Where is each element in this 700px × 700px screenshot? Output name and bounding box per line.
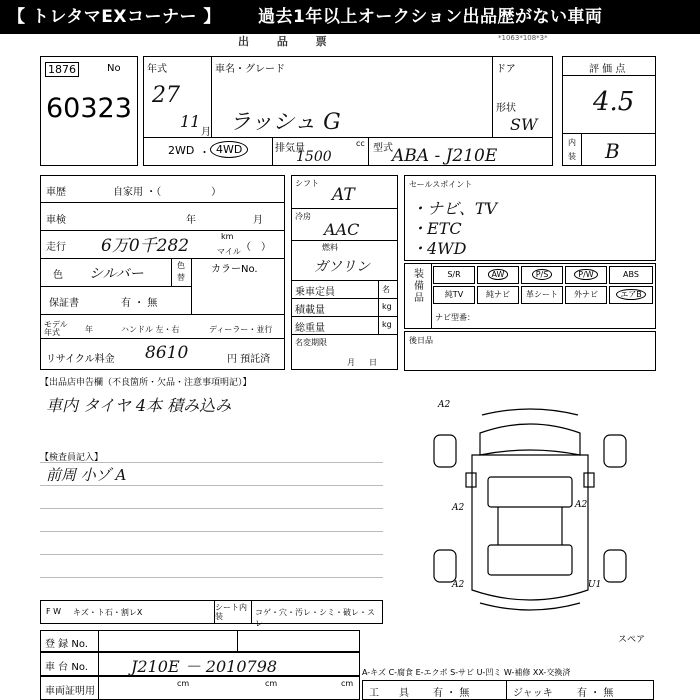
capacity-unit: 名 bbox=[382, 285, 390, 294]
jack-label: ジャッキ bbox=[513, 688, 553, 699]
km-label: km bbox=[221, 232, 234, 241]
sales-box bbox=[404, 175, 656, 261]
mirrors bbox=[466, 473, 594, 487]
shift-value: AT bbox=[332, 185, 355, 205]
mileage-value: 6万0千282 bbox=[101, 236, 190, 256]
damage-mark-right: A2 bbox=[575, 500, 588, 510]
interior-grade: B bbox=[605, 139, 620, 163]
grade-box bbox=[562, 56, 656, 166]
month-value: 11 bbox=[180, 112, 201, 131]
chassis-value: J210E － 2010798 bbox=[131, 657, 278, 676]
sales-point-1: ・ナビ、TV bbox=[411, 199, 498, 218]
car-name-label: 車名・グレード bbox=[215, 64, 285, 75]
equip-aw-text: AW bbox=[488, 269, 509, 280]
expiry-label: 名変期限 bbox=[295, 338, 327, 347]
damage-marks bbox=[437, 400, 601, 590]
banner bbox=[0, 0, 700, 34]
equip-ext-navi: 外ナビ bbox=[565, 286, 607, 304]
year-value: 27 bbox=[152, 83, 180, 108]
chassis-row bbox=[40, 652, 360, 676]
later-label: 後日品 bbox=[409, 336, 433, 345]
chassis-label: 車 台 No. bbox=[45, 662, 88, 673]
color-label: 色 bbox=[53, 270, 63, 281]
spare-label: スペア bbox=[618, 635, 646, 645]
form-title: 出 品 票 bbox=[238, 35, 339, 48]
model-year-label: モデル年式 bbox=[44, 320, 68, 337]
usage-label: 車歴 bbox=[46, 187, 66, 198]
month-suffix: 月 bbox=[201, 127, 211, 138]
later-box bbox=[404, 331, 656, 371]
fw-codes: キズ・ト石・割レX bbox=[73, 608, 143, 617]
banner-right-text: 過去1年以上オークション出品歴がない車両 bbox=[258, 7, 603, 27]
inspector-text: 前周 小ゾ A bbox=[46, 466, 127, 484]
fuel-label: 燃料 bbox=[322, 243, 338, 252]
damage-mark-left: A2 bbox=[452, 503, 465, 513]
damage-legend: A-キズ C-腐食 E-エクボ S-サビ U-凹ミ W-補修 XX-交換済 bbox=[362, 668, 571, 677]
sales-label: セールスポイント bbox=[409, 180, 473, 189]
car-name-value: ラッシュ G bbox=[229, 110, 341, 135]
color-change-label-1: 色 bbox=[177, 261, 185, 270]
sales-point-2: ・ETC bbox=[411, 219, 462, 238]
displacement-label: 排気量 bbox=[275, 143, 305, 154]
equip-ps-text: P/S bbox=[532, 269, 553, 280]
gross-unit: kg bbox=[382, 320, 392, 329]
load-label: 積載量 bbox=[295, 305, 325, 316]
lot-no-label: No bbox=[107, 63, 121, 74]
load-unit: kg bbox=[382, 302, 392, 311]
inspection-year-unit: 年 bbox=[186, 215, 196, 226]
warranty-value: 有 ・ 無 bbox=[121, 298, 158, 309]
specs-box bbox=[291, 175, 398, 370]
inspection-month-unit: 月 bbox=[253, 215, 263, 226]
door-label: ドア bbox=[496, 64, 516, 75]
equip-navi: 純ナビ bbox=[477, 286, 519, 304]
displacement-value: 1500 bbox=[296, 149, 332, 165]
registration-row bbox=[40, 630, 360, 652]
tools-label: 工 具 bbox=[369, 688, 409, 699]
dim-unit-2: cm bbox=[265, 679, 278, 688]
equip-ps bbox=[521, 266, 563, 284]
dimensions-row bbox=[40, 676, 360, 700]
fw-label: F W bbox=[46, 607, 62, 616]
year-label: 年式 bbox=[147, 64, 167, 75]
history-box: 車歴 自家用 ・（ ） 車検 年 月 走行 6万0千282 km マイル （ ） 色 シルバー 色 替 カラーNo. 保証書 有 ・ 無 モデル年式 年 ハンドル 左・右 ディーラー・並行 リサイクル料金 8610 円 預託済 bbox=[40, 175, 285, 370]
jack-value: 有 ・ 無 bbox=[577, 688, 614, 699]
ac-value: AAC bbox=[324, 220, 360, 239]
inspector-label: 【検査員記入】 bbox=[40, 453, 104, 463]
usage-value: 自家用 ・（ ） bbox=[113, 187, 222, 198]
equip-pw-text: P/W bbox=[574, 269, 597, 280]
declaration-text: 車内 タイヤ 4本 積み込み bbox=[46, 396, 232, 415]
vehicle-box: 年式 27 11 月 車名・グレード ラッシュ G ドア 形状 SW 2WD ・ 4WD 排気量 cc 1500 型式 ABA - J210E bbox=[143, 56, 553, 166]
seat-label: シート内装 bbox=[215, 603, 247, 621]
ac-label: 冷房 bbox=[295, 212, 311, 221]
model-year-unit: 年 bbox=[85, 325, 93, 334]
tools-value: 有 ・ 無 bbox=[433, 688, 470, 699]
drive-4wd-option: 4WD bbox=[210, 141, 248, 158]
registration-label: 登 録 No. bbox=[45, 639, 88, 650]
shift-label: シフト bbox=[295, 179, 319, 188]
dims-label: 車両証明用 bbox=[45, 686, 95, 697]
color-value: シルバー bbox=[89, 266, 144, 282]
damage-mark-rear: A2 bbox=[452, 580, 465, 590]
gross-label: 総重量 bbox=[295, 323, 325, 334]
interior-label-2: 装 bbox=[568, 152, 576, 161]
equip-leather: 革シート bbox=[521, 286, 563, 304]
equip-airbag bbox=[609, 286, 653, 304]
model-code-value: ABA - J210E bbox=[392, 146, 498, 166]
model-code-label: 型式 bbox=[373, 143, 393, 154]
grade-label: 評 価 点 bbox=[589, 64, 626, 75]
lot-number: 60323 bbox=[46, 93, 132, 124]
barcode-text: *1063*108*3* bbox=[498, 34, 548, 42]
expiry-unit: 月日 bbox=[347, 358, 391, 367]
damage-mark-front: A2 bbox=[438, 400, 451, 410]
dim-unit-3: cm bbox=[341, 679, 354, 688]
tools-row bbox=[362, 680, 654, 700]
equipment-box bbox=[404, 263, 656, 329]
declaration-label: 【出品店申告欄（不良箇所・欠品・注意事項明記）】 bbox=[40, 378, 252, 388]
sales-point-3: ・4WD bbox=[411, 239, 467, 258]
seat-codes: コゲ・穴・汚レ・シミ・破レ・スレ bbox=[255, 608, 375, 628]
mileage-label: 走行 bbox=[46, 242, 66, 253]
lot-box bbox=[40, 56, 138, 166]
interior-label-1: 内 bbox=[568, 138, 576, 147]
capacity-label: 乗車定員 bbox=[295, 287, 335, 298]
equip-aw bbox=[477, 266, 519, 284]
color-no-label: カラーNo. bbox=[211, 264, 258, 275]
equip-abs: ABS bbox=[609, 266, 653, 284]
shape-label: 形状 bbox=[496, 103, 516, 114]
grade-score: 4.5 bbox=[593, 87, 635, 117]
car-outline bbox=[472, 409, 588, 610]
color-change-label-2: 替 bbox=[177, 273, 185, 282]
warranty-label: 保証書 bbox=[49, 298, 79, 309]
banner-left-text: 【 トレタマEXコーナー 】 bbox=[8, 7, 221, 27]
damage-mark-rear-right: U1 bbox=[588, 580, 602, 590]
equip-sr: S/R bbox=[433, 266, 475, 284]
equip-pw bbox=[565, 266, 607, 284]
recycle-value: 8610 bbox=[145, 343, 189, 363]
cc-label: cc bbox=[356, 139, 365, 148]
equip-tv: 純TV bbox=[433, 286, 475, 304]
recycle-label: リサイクル料金 bbox=[46, 354, 115, 365]
drive-2wd-option: 2WD bbox=[168, 144, 195, 157]
equipment-label: 装備品 bbox=[414, 269, 424, 304]
fuel-value: ガソリン bbox=[314, 259, 370, 275]
mile-label: マイル bbox=[217, 247, 241, 256]
fw-seat-box bbox=[40, 600, 383, 628]
dim-unit-1: cm bbox=[177, 679, 190, 688]
recycle-suffix: 円 預託済 bbox=[227, 354, 271, 365]
car-diagram bbox=[410, 385, 650, 625]
equip-airbag-text: エアB bbox=[616, 289, 646, 300]
navi-model-label: ナビ型番： bbox=[435, 313, 475, 322]
inspection-label: 車検 bbox=[46, 215, 66, 226]
handle-label: ハンドル 左・右 bbox=[121, 325, 180, 334]
dealer-label: ディーラー・並行 bbox=[209, 325, 273, 334]
shape-value: SW bbox=[510, 115, 538, 134]
lot-stamp: 1876 bbox=[45, 62, 79, 77]
